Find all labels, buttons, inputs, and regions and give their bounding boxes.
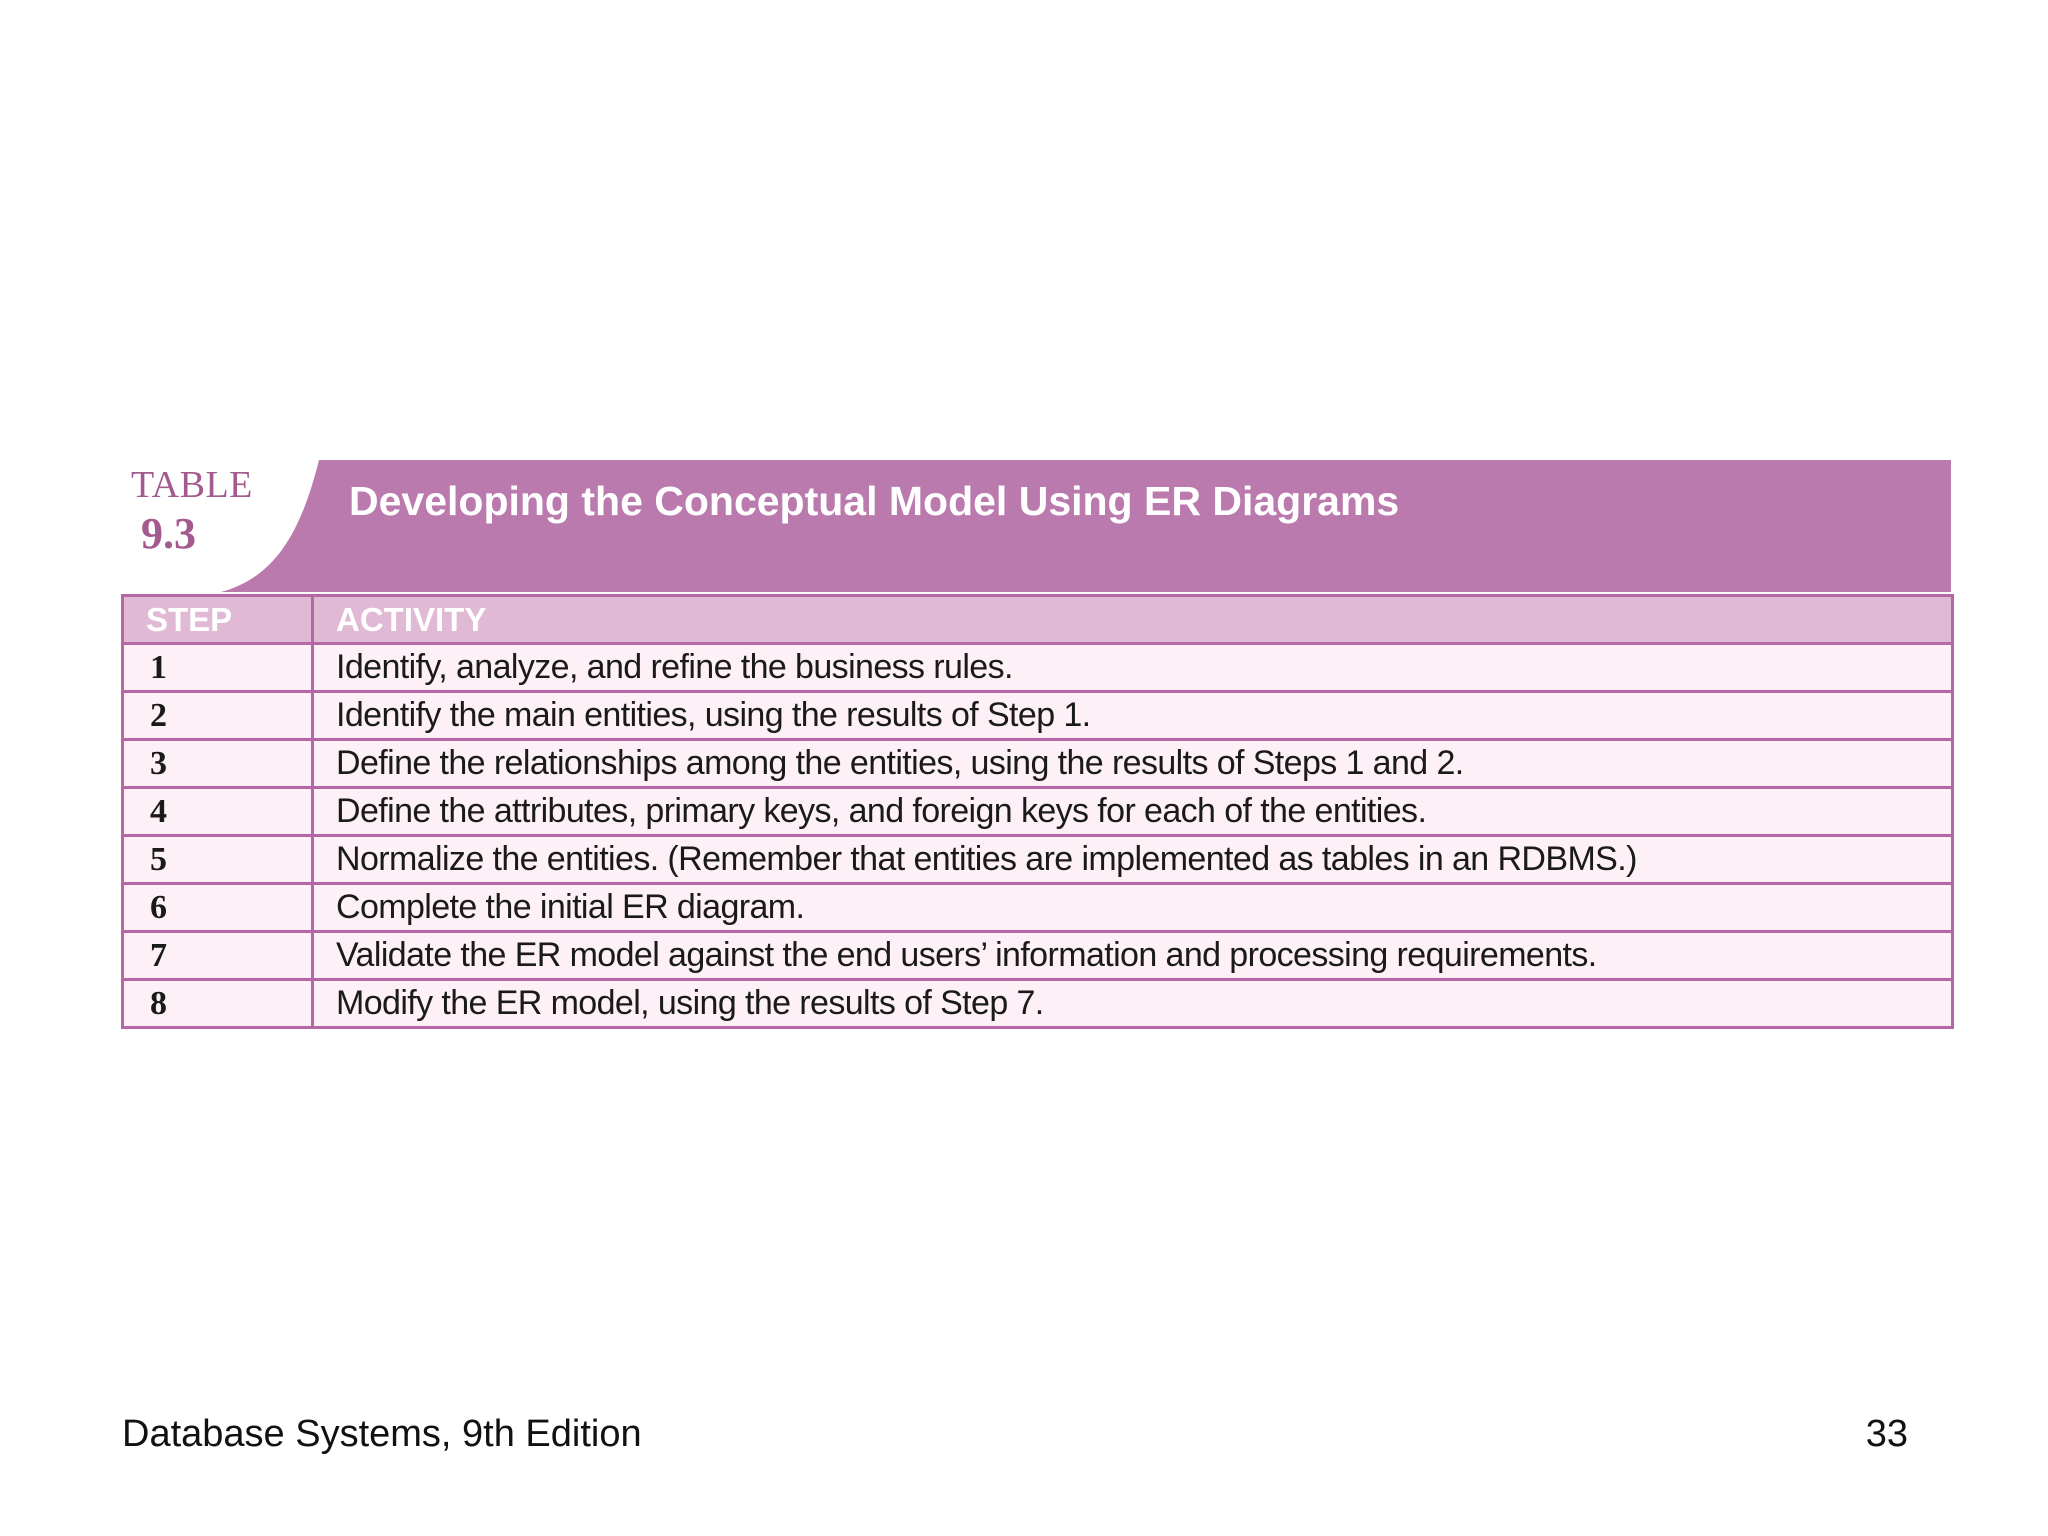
- table-row: [123, 692, 1953, 740]
- steps-table: [121, 594, 1954, 1029]
- table-figure: [121, 460, 1951, 1029]
- table-label-word: TABLE: [131, 464, 253, 506]
- table-label-number: 9.3: [141, 509, 196, 558]
- table-row: [123, 644, 1953, 692]
- step-activity: Normalize the entities. (Remember that entities are implemented as tables in an RDBMS.): [313, 836, 1953, 884]
- step-number: 6: [123, 884, 313, 932]
- step-number: 1: [123, 644, 313, 692]
- step-activity: Define the relationships among the entities, using the results of Steps 1 and 2.: [313, 740, 1953, 788]
- step-activity: Identify the main entities, using the results of Step 1.: [313, 692, 1953, 740]
- step-activity: Modify the ER model, using the results of Step 7.: [313, 980, 1953, 1028]
- step-number: 8: [123, 980, 313, 1028]
- table-banner: [121, 460, 1951, 592]
- step-number: 4: [123, 788, 313, 836]
- page-number: 33: [1865, 1413, 1908, 1455]
- step-column-header: STEP: [123, 596, 313, 644]
- step-number: 7: [123, 932, 313, 980]
- table-row: [123, 980, 1953, 1028]
- table-header-row: [123, 596, 1953, 644]
- step-number: 3: [123, 740, 313, 788]
- footer-title: Database Systems, 9th Edition: [122, 1413, 642, 1455]
- step-activity: Identify, analyze, and refine the business rules.: [313, 644, 1953, 692]
- step-activity: Complete the initial ER diagram.: [313, 884, 1953, 932]
- table-row: [123, 884, 1953, 932]
- activity-column-header: ACTIVITY: [313, 596, 1953, 644]
- step-activity: Define the attributes, primary keys, and foreign keys for each of the entities.: [313, 788, 1953, 836]
- table-title: Developing the Conceptual Model Using ER Diagrams: [349, 478, 1400, 524]
- step-number: 5: [123, 836, 313, 884]
- step-number: 2: [123, 692, 313, 740]
- table-row: [123, 740, 1953, 788]
- table-label: [131, 466, 253, 556]
- table-row: [123, 788, 1953, 836]
- table-row: [123, 836, 1953, 884]
- table-row: [123, 932, 1953, 980]
- step-activity: Validate the ER model against the end users’ information and processing requirements.: [313, 932, 1953, 980]
